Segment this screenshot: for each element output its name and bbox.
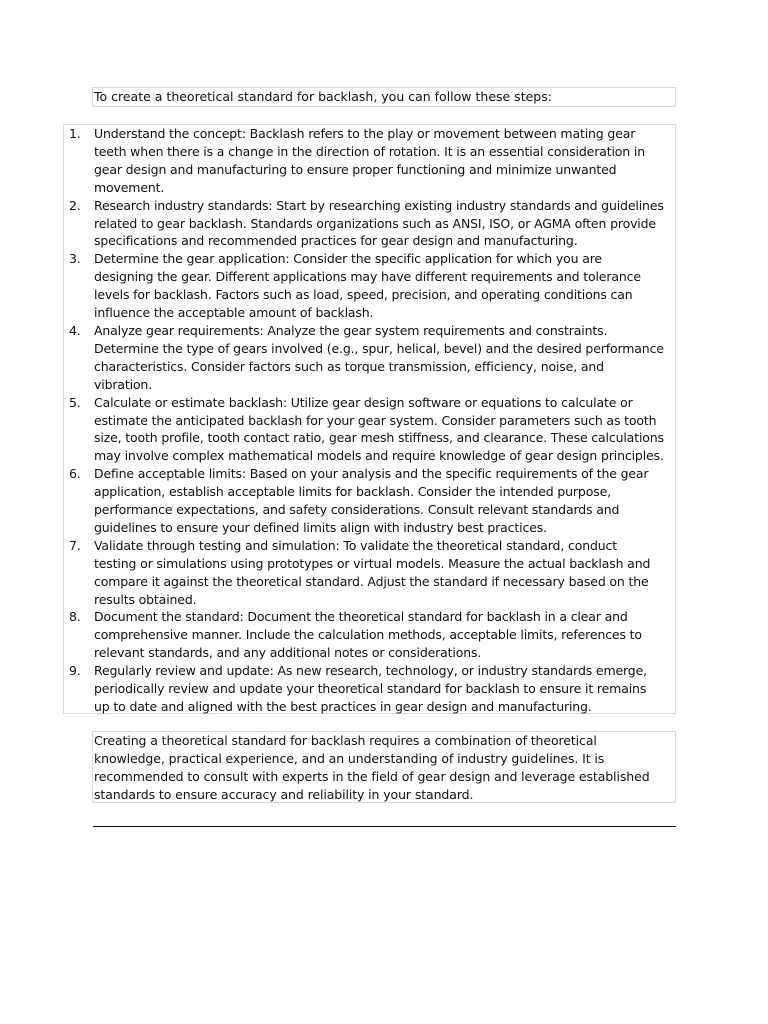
step-text: Determine the gear application: Consider the specific application for which you are designing the gear. Different applications may have different requirements and tolerance levels for backlash. Factors such as load, speed, precision, and operating conditions can influence the acceptable amount of backlash.: [94, 251, 641, 321]
list-item: [64, 322, 675, 394]
horizontal-rule: [93, 826, 676, 827]
step-number: 9.: [69, 663, 81, 679]
step-number: 7.: [69, 537, 81, 553]
list-item: [64, 608, 675, 662]
list-item: [64, 465, 675, 537]
step-text: Calculate or estimate backlash: Utilize gear design software or equations to calculate or estimate the anticipated backlash for your gear system. Consider parameters such as tooth size, tooth profile, tooth contact ratio, gear mesh stiffness, and clearance. These calculations may involve complex mathematical models and require knowledge of gear design principles.: [94, 394, 664, 464]
list-item: [64, 537, 675, 609]
step-text: Validate through testing and simulation: To validate the theoretical standard, conduct testing or simulations using prototypes or virtual models. Measure the actual backlash and compare it against the theoretical standard. Adjust the standard if necessary based on the results obtained.: [94, 537, 651, 607]
step-number: 3.: [69, 251, 81, 267]
step-number: 2.: [69, 197, 81, 213]
step-text: Understand the concept: Backlash refers to the play or movement between mating gear teeth when there is a change in the direction of rotation. It is an essential consideration in gear design and manufacturing to ensure proper functioning and minimize unwanted movement.: [94, 126, 645, 195]
list-item: [64, 250, 675, 322]
list-item: [64, 197, 675, 251]
list-item: [64, 662, 675, 716]
steps-list: [64, 125, 675, 716]
step-text: Research industry standards: Start by researching existing industry standards and guidelines related to gear backlash. Standards organizations such as ANSI, ISO, or AGMA often provide specifications and recommended practices for gear design and manufacturing.: [94, 197, 664, 249]
conclusion-text-box: [92, 731, 676, 803]
list-item: [64, 125, 675, 197]
step-number: 1.: [69, 126, 81, 141]
step-text: Regularly review and update: As new research, technology, or industry standards emerge, periodically review and update your theoretical standard for backlash to ensure it remains up to date and aligned with the best practices in gear design and manufacturing.: [94, 663, 647, 714]
step-number: 6.: [69, 466, 81, 482]
intro-text-box: [92, 87, 676, 107]
step-text: Define acceptable limits: Based on your analysis and the specific requirements of the gear application, establish acceptable limits for backlash. Consider the intended purpose, performance expectations, and safety considerations. Consult relevant standards and guidelines to ensure your defined limits align with industry best practices.: [94, 466, 649, 535]
intro-text: To create a theoretical standard for backlash, you can follow these steps:: [94, 89, 552, 104]
conclusion-text: Creating a theoretical standard for backlash requires a combination of theoretical knowledge, practical experience, and an understanding of industry guidelines. It is recommended to consult with experts in the field of gear design and leverage established standards to ensure accuracy and reliability in your standard.: [94, 733, 650, 802]
step-number: 5.: [69, 394, 81, 410]
step-number: 4.: [69, 322, 81, 338]
step-text: Analyze gear requirements: Analyze the gear system requirements and constraints. Determine the type of gears involved (e.g., spur, helical, bevel) and the desired performance characteristics. Consider factors such as torque transmission, efficiency, noise, and vibration.: [94, 322, 664, 392]
list-item: [64, 394, 675, 466]
step-text: Document the standard: Document the theoretical standard for backlash in a clear and comprehensive manner. Include the calculation methods, acceptable limits, references to relevant standards, and any additional notes or considerations.: [94, 609, 642, 661]
step-number: 8.: [69, 609, 81, 625]
steps-list-box: [63, 124, 676, 714]
